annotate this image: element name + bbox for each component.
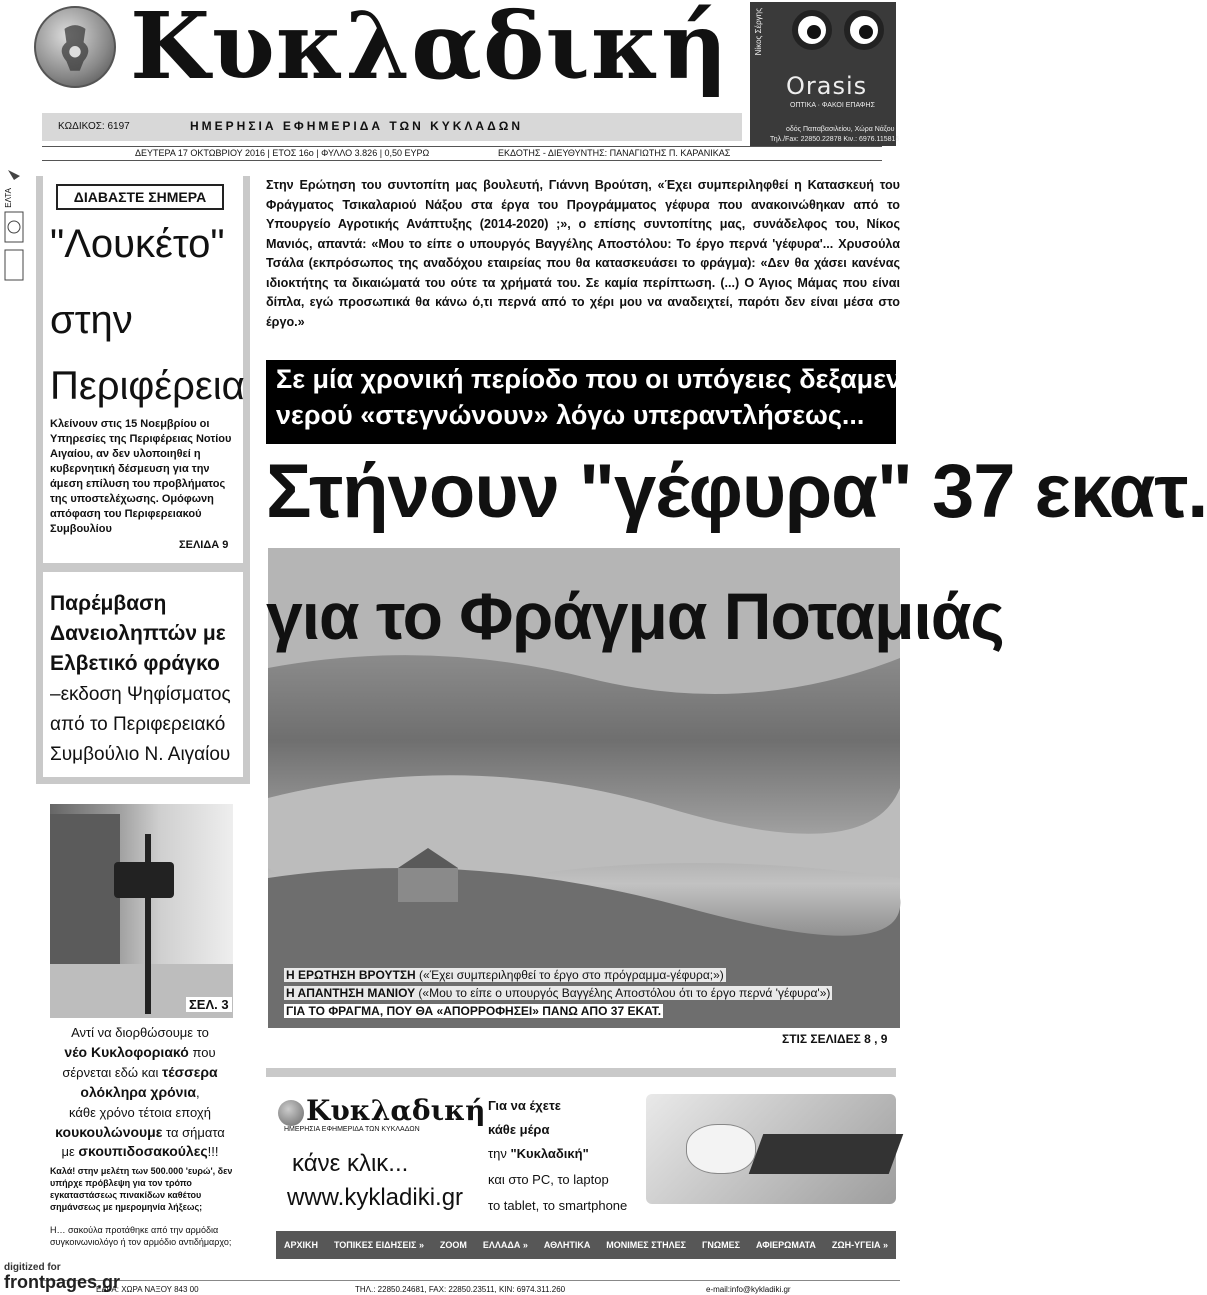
- traffic-text-tail: Η… σακούλα προτάθηκε από την αρμόδια συγκοινωνιολόγο ή τον αρμόδιο αντιδήμαρχο;: [50, 1225, 232, 1247]
- ad-owner-name: Νίκος Σέργης: [754, 8, 763, 56]
- traffic-text-line: κάθε χρόνο τέτοια εποχή: [69, 1105, 211, 1120]
- frontpages-watermark[interactable]: frontpages.gr: [4, 1272, 121, 1292]
- issue-info: ΔΕΥΤΕΡΑ 17 ΟΚΤΩΒΡΙΟΥ 2016 | ΕΤΟΣ 16ο | ΦΥΛΛΟ 3.826 | 0,50 ΕΥΡΩ: [135, 148, 430, 158]
- traffic-story-page: ΣΕΛ. 3: [186, 997, 232, 1012]
- traffic-text-line: Αντί να διορθώσουμε το: [71, 1025, 209, 1040]
- lock-story-title-line-3[interactable]: Περιφέρεια: [50, 364, 245, 408]
- franc-story-title-line-1[interactable]: Παρέμβαση: [50, 592, 167, 615]
- masthead-coin-logo: [34, 6, 116, 88]
- coin-logo-icon: [278, 1100, 304, 1126]
- orasis-ad[interactable]: [750, 2, 900, 146]
- eye-icon: [792, 10, 832, 50]
- photo-caption-question: Η ΕΡΩΤΗΣΗ ΒΡΟΥΤΣΗ («Έχει συμπεριληφθεί το έργο στο πρόγραμμα-γέφυρα;»): [286, 968, 724, 982]
- elta-stamp-icon: [2, 166, 26, 286]
- nav-item-sports[interactable]: ΑΘΛΗΤΙΚΑ: [543, 1240, 591, 1250]
- amphora-icon: [36, 8, 114, 86]
- traffic-text-line: ολόκληρα χρόνια,: [80, 1084, 200, 1100]
- website-nav-bar: [276, 1231, 896, 1259]
- footer-phones: ΤΗΛ.: 22850.24681, FAX: 22850.23511, ΚΙΝ: 6974.311.260: [355, 1285, 566, 1294]
- website-ad-logo-sub: ΗΜΕΡΗΣΙΑ ΕΦΗΜΕΡΙΔΑ ΤΩΝ ΚΥΚΛΑΔΩΝ: [284, 1126, 420, 1133]
- traffic-text-line: κουκουλώνουμε τα σήματα: [55, 1124, 225, 1140]
- kicker-line-1: Σε μία χρονική περίοδο που οι υπόγειες δεξαμενές: [276, 364, 928, 394]
- franc-story-title-line-3[interactable]: Ελβετικό φράγκο: [50, 652, 220, 675]
- masthead-tagline: ΗΜΕΡΗΣΙΑ ΕΦΗΜΕΡΙΔΑ ΤΩΝ ΚΥΚΛΑΔΩΝ: [190, 119, 524, 133]
- website-ad-text: και στο PC, το laptop: [488, 1172, 609, 1187]
- elta-label: ΕΛΤΑ: [4, 188, 13, 208]
- divider: [42, 146, 882, 147]
- nav-item-greece[interactable]: ΕΛΛΑΔΑ »: [482, 1240, 528, 1250]
- nav-item-local-news[interactable]: ΤΟΠΙΚΕΣ ΕΙΔΗΣΕΙΣ »: [333, 1240, 424, 1250]
- divider: [36, 563, 250, 572]
- nav-item-features[interactable]: ΑΦΙΕΡΩΜΑΤΑ: [755, 1240, 816, 1250]
- traffic-text-line: με σκουπιδοσακούλες!!!: [61, 1143, 219, 1159]
- franc-story-sub-line-3: Συμβούλιο Ν. Αιγαίου: [50, 744, 231, 765]
- traffic-sign-photo[interactable]: [50, 804, 233, 1018]
- website-url-link[interactable]: www.kykladiki.gr: [287, 1184, 464, 1211]
- digitized-label: digitized for: [4, 1262, 61, 1273]
- traffic-text-small: Καλά! στην μελέτη των 500.000 'ευρώ', δεν υπήρχε πρόβλεψη για τον τρόπο εγκαταστάσεως πινακίδων καθέτου σημάνσεως με ημερομηνία λήξεως;: [50, 1166, 233, 1212]
- lock-story-title-line-1[interactable]: "Λουκέτο": [50, 222, 225, 266]
- main-headline[interactable]: Στήνουν "γέφυρα" 37 εκατ.: [266, 449, 1207, 534]
- lock-story-title-line-2[interactable]: στην: [50, 298, 133, 342]
- website-ad-click: κάνε κλικ...: [292, 1150, 409, 1177]
- franc-story-sub-line-2: από το Περιφερειακό: [50, 714, 226, 735]
- read-today-label: ΔΙΑΒΑΣΤΕ ΣΗΜΕΡΑ: [56, 184, 224, 210]
- keyboard-mouse-photo: [646, 1094, 896, 1204]
- main-headline-line-2[interactable]: για το Φράγμα Ποταμιάς: [266, 579, 1004, 653]
- franc-story-title-line-2[interactable]: Δανειοληπτών με: [50, 622, 226, 645]
- lock-story-body: Κλείνουν στις 15 Νοεμβρίου οι Υπηρεσίες της Περιφέρειας Νοτίου Αιγαίου, αν δεν υλοποιηθεί η κυβερνητική δέσμευση για την άμεση επίλυση του προβλήματος της υποστελέχωσης. Ομόφωνη απόφαση του Περιφερειακού Συμβουλίου: [50, 418, 232, 535]
- kicker-line-2: νερού «στεγνώνουν» λόγω υπεραντλήσεως...: [276, 400, 865, 430]
- website-ad-text: την "Κυκλαδική": [488, 1146, 589, 1161]
- footer-email[interactable]: e-mail:info@kykladiki.gr: [706, 1285, 791, 1294]
- website-ad-text: το tablet, το smartphone: [488, 1198, 628, 1213]
- traffic-text-line: νέο Κυκλοφοριακό που: [64, 1044, 216, 1060]
- ad-phones: Τηλ./Fax: 22850.22878 Κιν.: 6976.115815: [770, 136, 900, 143]
- publisher-info: ΕΚΔΟΤΗΣ - ΔΙΕΥΘΥΝΤΗΣ: ΠΑΝΑΓΙΩΤΗΣ Π. ΚΑΡΑΝΙΚΑΣ: [498, 148, 731, 158]
- franc-story-sub-line-1: –εκδοση Ψηφίσματος: [50, 684, 231, 705]
- website-ad-text: Για να έχετε: [488, 1098, 561, 1113]
- website-ad-logo: Κυκλαδική: [306, 1094, 486, 1127]
- eye-icon: [844, 10, 884, 50]
- photo-caption-answer: Η ΑΠΑΝΤΗΣΗ ΜΑΝΙΟΥ («Μου το είπε ο υπουργός Βαγγέλης Αποστόλου ότι το έργο περνά 'γέφυρα'»): [286, 986, 831, 1000]
- divider: [40, 1280, 900, 1281]
- divider: [42, 160, 882, 161]
- ad-brand: Orasis: [786, 72, 868, 100]
- nav-item-life-health[interactable]: ΖΩΗ-ΥΓΕΙΑ »: [831, 1240, 888, 1250]
- ad-line: ΟΠΤΙΚΑ · ΦΑΚΟΙ ΕΠΑΦΗΣ: [790, 102, 875, 109]
- website-ad-text: κάθε μέρα: [488, 1122, 550, 1137]
- issue-code: ΚΩΔΙΚΟΣ: 6197: [58, 121, 130, 132]
- nav-item-opinions[interactable]: ΓΝΩΜΕΣ: [701, 1240, 740, 1250]
- nav-item-zoom[interactable]: ZOOM: [439, 1240, 467, 1250]
- lead-intro-text: Στην Ερώτηση του συντοπίτη μας βουλευτή, Γιάννη Βρούτση, «Έχει συμπεριληφθεί η Κατασκευή του Φράγματος Τσικαλαριού Νάξου στα έργα του Προγράμματος γέφυρα που ανακοινώθηκαν από το Υπουργείο Αγροτικής Ανάπτυξης (2014-2020) ;», ο επίσης συντοπίτης μας, συνάδελφος του, Νίκος Μανιός, απαντά: «Μου το είπε ο υπουργός Βαγγέλης Αποστόλου: Το έργο περνά 'γέφυρα'... Χρυσούλα Τσάλα (εκπρόσωπος της αναδόχου εταιρείας που θα κατασκευάσει το φράγμα): «Δεν θα χάσει κανένας ιδιοκτήτης τα δικαιώματά του ούτε τα χρήματά του. Σε καμία περίπτωση. (...) Ο Άγιος Μάμας που είναι δίπλα, εγώ προσωπικά θα κάνω ό,τι περνά από το χέρι μου να αναδειχτεί, παρότι δεν είναι μέσα στο έργο.»: [266, 178, 900, 329]
- story-pages: ΣΤΙΣ ΣΕΛΙΔΕΣ 8 , 9: [782, 1032, 888, 1046]
- nav-item-columns[interactable]: ΜΟΝΙΜΕΣ ΣΤΗΛΕΣ: [606, 1240, 687, 1250]
- nav-item-home[interactable]: ΑΡΧΙΚΗ: [283, 1240, 318, 1250]
- footer-address: ΕΔΡΑ: ΧΩΡΑ ΝΑΞΟΥ 843 00: [96, 1285, 199, 1294]
- masthead-title: Κυκλαδική: [130, 0, 729, 100]
- photo-caption-cost: ΓΙΑ ΤΟ ΦΡΑΓΜΑ, ΠΟΥ ΘΑ «ΑΠΟΡΡΟΦΗΣΕΙ» ΠΑΝΩ ΑΠΟ 37 ΕΚΑΤ.: [286, 1004, 662, 1018]
- ad-address: οδός Παπαβασιλείου, Χώρα Νάξου: [786, 126, 895, 133]
- lock-story-page: ΣΕΛΙΔΑ 9: [179, 539, 229, 551]
- traffic-text-line: σέρνεται εδώ και τέσσερα: [62, 1064, 218, 1080]
